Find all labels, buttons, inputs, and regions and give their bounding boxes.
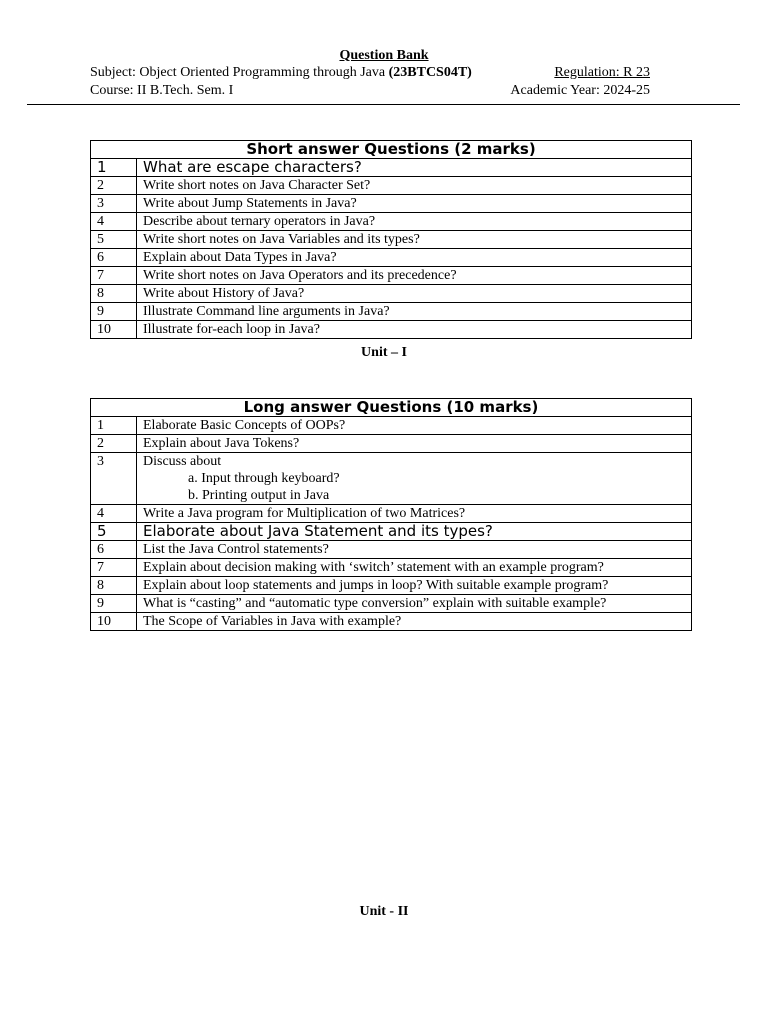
question-text: Write about Jump Statements in Java? bbox=[137, 195, 692, 213]
subject-code: (23BTCS04T) bbox=[388, 65, 472, 80]
question-text: Elaborate about Java Statement and its types? bbox=[137, 523, 692, 541]
question-number: 10 bbox=[91, 613, 137, 631]
table-row bbox=[91, 523, 692, 541]
question-number: 5 bbox=[91, 231, 137, 249]
table-row bbox=[91, 285, 692, 303]
table-row bbox=[91, 541, 692, 559]
subject-label: Subject: Object Oriented Programming through Java bbox=[90, 65, 389, 80]
question-text: What is “casting” and “automatic type conversion” explain with suitable example? bbox=[137, 595, 692, 613]
subject-info bbox=[90, 64, 472, 82]
question-number: 8 bbox=[91, 285, 137, 303]
question-text: Write about History of Java? bbox=[137, 285, 692, 303]
short-answer-heading: Short answer Questions (2 marks) bbox=[91, 141, 692, 159]
question-number: 7 bbox=[91, 559, 137, 577]
subject-line bbox=[90, 64, 650, 82]
page-title: Question Bank bbox=[339, 48, 429, 63]
question-text: Write short notes on Java Variables and its types? bbox=[137, 231, 692, 249]
question-number: 1 bbox=[91, 159, 137, 177]
unit-one-label: Unit – I bbox=[361, 345, 407, 360]
table-row bbox=[91, 303, 692, 321]
short-answer-table bbox=[90, 140, 692, 339]
question-number: 3 bbox=[91, 195, 137, 213]
table-row bbox=[91, 435, 692, 453]
question-number: 4 bbox=[91, 505, 137, 523]
question-text: Explain about Java Tokens? bbox=[137, 435, 692, 453]
question-text: Elaborate Basic Concepts of OOPs? bbox=[137, 417, 692, 435]
unit-two-label: Unit - II bbox=[359, 904, 409, 919]
question-text: Illustrate for-each loop in Java? bbox=[137, 321, 692, 339]
question-text: Write short notes on Java Operators and its precedence? bbox=[137, 267, 692, 285]
regulation: Regulation: R 23 bbox=[554, 65, 650, 80]
header-divider bbox=[27, 104, 740, 105]
table-row bbox=[91, 595, 692, 613]
question-text: Discuss about bbox=[143, 454, 222, 469]
question-number: 10 bbox=[91, 321, 137, 339]
table-row bbox=[91, 177, 692, 195]
long-answer-heading: Long answer Questions (10 marks) bbox=[91, 399, 692, 417]
question-number: 9 bbox=[91, 303, 137, 321]
table-row bbox=[91, 231, 692, 249]
question-number: 9 bbox=[91, 595, 137, 613]
question-number: 4 bbox=[91, 213, 137, 231]
question-number: 2 bbox=[91, 177, 137, 195]
question-text: Explain about loop statements and jumps in loop? With suitable example program? bbox=[137, 577, 692, 595]
question-text: List the Java Control statements? bbox=[137, 541, 692, 559]
question-number: 1 bbox=[91, 417, 137, 435]
table-row bbox=[91, 505, 692, 523]
question-number: 3 bbox=[91, 453, 137, 505]
question-number: 7 bbox=[91, 267, 137, 285]
table-row bbox=[91, 195, 692, 213]
question-number: 2 bbox=[91, 435, 137, 453]
long-answer-table bbox=[90, 398, 692, 631]
question-text: What are escape characters? bbox=[137, 159, 692, 177]
question-number: 6 bbox=[91, 541, 137, 559]
table-row bbox=[91, 577, 692, 595]
table-row bbox=[91, 613, 692, 631]
question-number: 8 bbox=[91, 577, 137, 595]
table-row bbox=[91, 159, 692, 177]
question-text-multi bbox=[137, 453, 692, 505]
academic-year: Academic Year: 2024-25 bbox=[510, 83, 650, 98]
question-text: Describe about ternary operators in Java? bbox=[137, 213, 692, 231]
question-number: 6 bbox=[91, 249, 137, 267]
course-line bbox=[90, 82, 650, 100]
question-subpart: a. Input through keyboard? bbox=[188, 471, 340, 486]
question-number: 5 bbox=[91, 523, 137, 541]
table-row bbox=[91, 417, 692, 435]
question-subpart: b. Printing output in Java bbox=[188, 488, 330, 503]
question-text: Explain about decision making with ‘switch’ statement with an example program? bbox=[137, 559, 692, 577]
question-text: The Scope of Variables in Java with example? bbox=[137, 613, 692, 631]
table-row bbox=[91, 559, 692, 577]
table-row bbox=[91, 249, 692, 267]
question-text: Illustrate Command line arguments in Java? bbox=[137, 303, 692, 321]
question-text: Write short notes on Java Character Set? bbox=[137, 177, 692, 195]
table-row bbox=[91, 321, 692, 339]
question-text: Explain about Data Types in Java? bbox=[137, 249, 692, 267]
table-row bbox=[91, 453, 692, 505]
table-row bbox=[91, 267, 692, 285]
table-row bbox=[91, 213, 692, 231]
question-text: Write a Java program for Multiplication of two Matrices? bbox=[137, 505, 692, 523]
course-info: Course: II B.Tech. Sem. I bbox=[90, 83, 234, 98]
